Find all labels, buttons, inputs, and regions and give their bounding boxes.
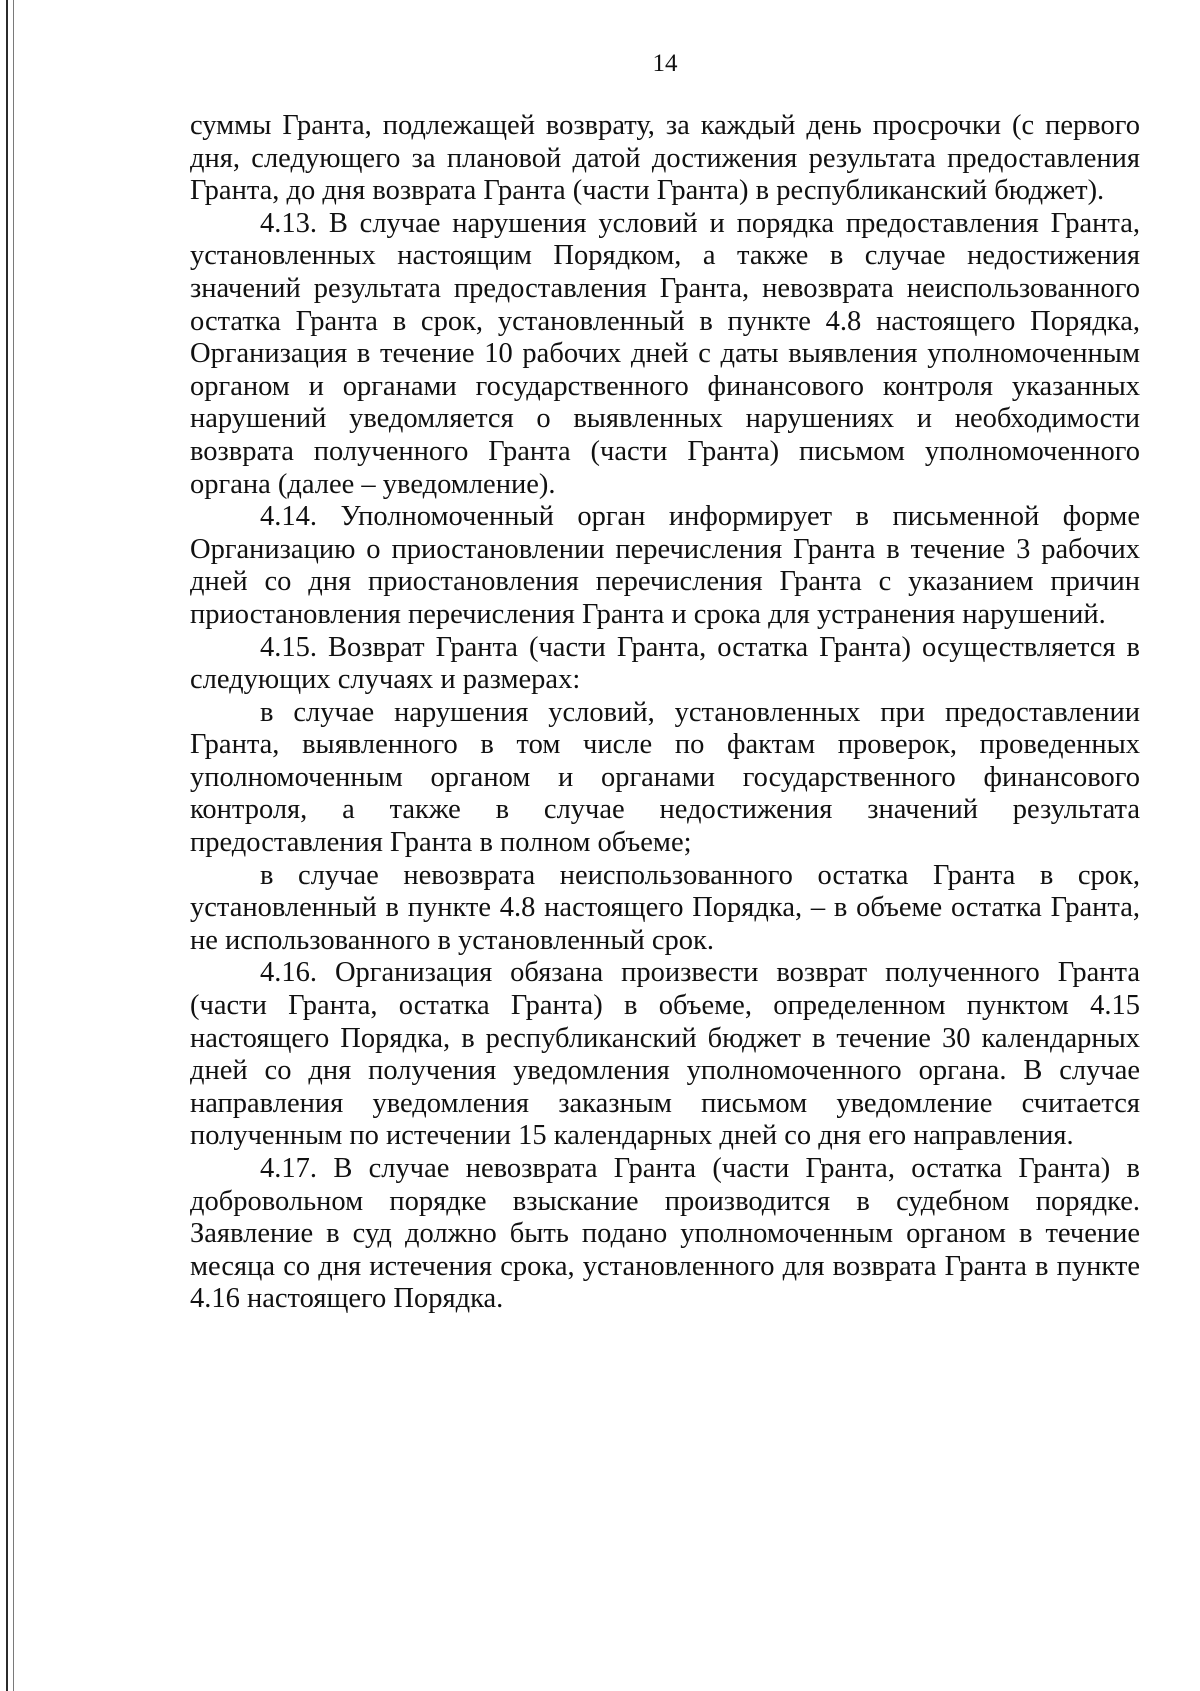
paragraph-4-16: 4.16. Организация обязана произвести возврат полученного Гранта (части Гранта, остатка Гранта) в объеме, определенном пунктом 4.15 настоящего Порядка, в республиканский бюджет в течение 30 календарных дней со дня получения уведомления уполномоченного органа. В случае направления уведомления заказным письмом уведомление считается полученным по истечении 15 календарных дней со дня его направления.: [190, 957, 1140, 1152]
document-body: [190, 110, 1140, 1316]
paragraph-4-15-case-2: в случае невозврата неиспользованного остатка Гранта в срок, установленный в пункте 4.8 настоящего Порядка, – в объеме остатка Гранта, не использованного в установленный срок.: [190, 859, 1140, 956]
paragraph-4-17: 4.17. В случае невозврата Гранта (части Гранта, остатка Гранта) в добровольном порядке взыскание производится в судебном порядке. Заявление в суд должно быть подано уполномоченным органом в течение месяца со дня истечения срока, установленного для возврата Гранта в пункте 4.16 настоящего Порядка.: [190, 1153, 1140, 1315]
paragraph-continuation: суммы Гранта, подлежащей возврату, за каждый день просрочки (с первого дня, следующего за плановой датой достижения результата предоставления Гранта, до дня возврата Гранта (части Гранта) в республиканский бюджет).: [190, 110, 1140, 207]
paragraph-4-15: 4.15. Возврат Гранта (части Гранта, остатка Гранта) осуществляется в следующих случаях и размерах:: [190, 631, 1140, 696]
page-number: 14: [652, 50, 678, 77]
paragraph-4-13: 4.13. В случае нарушения условий и порядка предоставления Гранта, установленных настоящим Порядком, а также в случае недостижения значений результата предоставления Гранта, невозврата неиспользованного остатка Гранта в срок, установленный в пункте 4.8 настоящего Порядка, Организация в течение 10 рабочих дней с даты выявления уполномоченным органом и органами государственного финансового контроля указанных нарушений уведомляется о выявленных нарушениях и необходимости возврата полученного Гранта (части Гранта) письмом уполномоченного органа (далее – уведомление).: [190, 207, 1140, 500]
scan-edge-line-secondary: [13, 0, 14, 1691]
paragraph-4-14: 4.14. Уполномоченный орган информирует в письменной форме Организацию о приостановлении перечисления Гранта в течение 3 рабочих дней со дня приостановления перечисления Гранта с указанием причин приостановления перечисления Гранта и срока для устранения нарушений.: [190, 501, 1140, 630]
paragraph-4-15-case-1: в случае нарушения условий, установленных при предоставлении Гранта, выявленного в том числе по фактам проверок, проведенных уполномоченным органом и органами государственного финансового контроля, а также в случае недостижения значений результата предоставления Гранта в полном объеме;: [190, 696, 1140, 859]
scan-edge-line: [6, 0, 8, 1691]
